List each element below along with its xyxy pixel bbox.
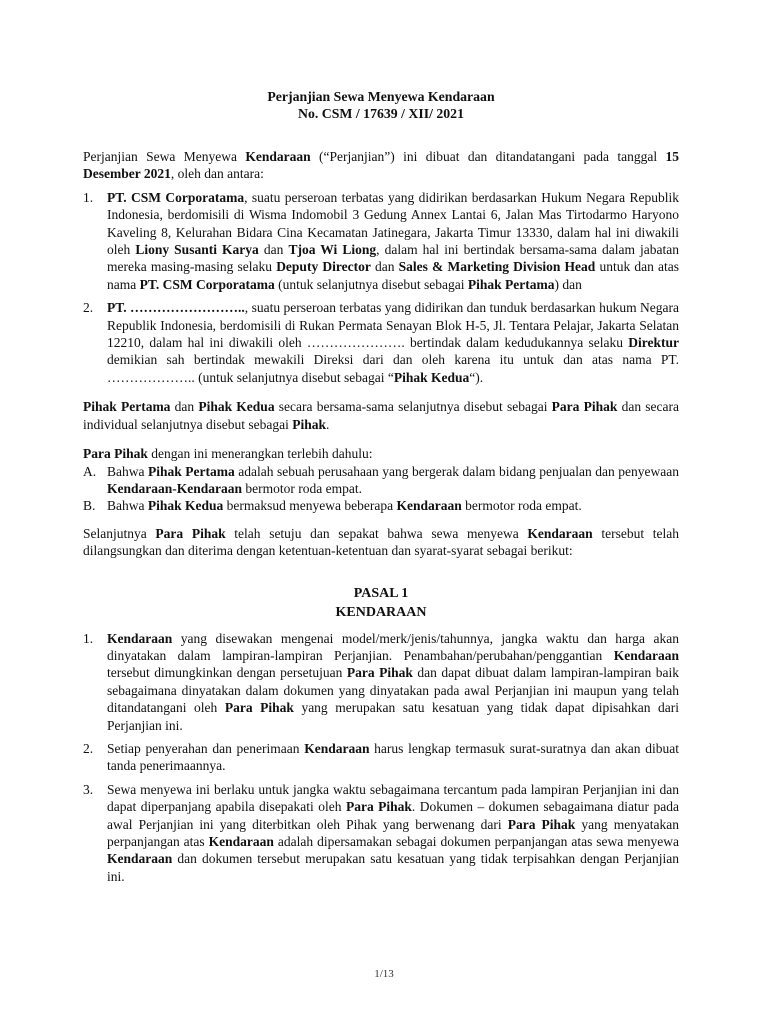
document-number: No. CSM / 17639 / XII/ 2021 (298, 106, 464, 121)
party-item-first: 1. PT. CSM Corporatama, suatu perseroan terbatas yang didirikan berdasarkan Hukum Negara Republik Indonesia, berdomisili di Wisma Indomobil 3 Gedung Annex Lantai 6, Jalan Mas Tirtodarmo Haryono Kaveling 8, Kelurahan Bidara Cina Kecamatan Jatinegara, Jakarta Timur 13330, dalam hal ini diwakili oleh Liony Susanti Karya dan Tjoa Wi Liong, dalam hal ini bertindak bersama-sama dalam jabatan mereka masing-masing selaku Deputy Director dan Sales & Marketing Division Head untuk dan atas nama PT. CSM Corporatama (untuk selanjutnya disebut sebagai Pihak Pertama) dan (83, 189, 680, 292)
agreement-paragraph: Selanjutnya Para Pihak telah setuju dan sepakat bahwa sewa menyewa Kendaraan tersebut telah dilangsungkan dan diterima dengan ketentuan-ketentuan dan syarat-syarat sebagai berikut: (83, 525, 679, 559)
document-title: Perjanjian Sewa Menyewa Kendaraan (267, 89, 495, 104)
page-number: 1/13 (374, 968, 394, 980)
joint-definition-paragraph: Pihak Pertama dan Pihak Kedua secara bersama-sama selanjutnya disebut sebagai Para Pihak dan secara individual selanjutnya disebut sebagai Pihak. (83, 399, 679, 432)
document-body (83, 88, 679, 891)
recital-item-a: A. Bahwa Pihak Pertama adalah sebuah perusahaan yang bergerak dalam bidang penjualan dan penyewaan Kendaraan-Kendaraan bermotor roda empat. (83, 463, 679, 496)
pasal-subheading: KENDARAAN (335, 604, 427, 620)
parties-list (83, 189, 679, 386)
pasal-item-1: 1. Kendaraan yang disewakan mengenai model/merk/jenis/tahunnya, jangka waktu dan harga akan dinyatakan dalam lampiran-lampiran Perjanjian. Penambahan/perubahan/penggantian Kendaraan tersebut dimungkinkan dengan persetujuan Para Pihak dan dapat dibuat dalam lampiran-lampiran baik sebagaimana dinyatakan dalam dokumen yang dinyatakan pada awal Perjanjian ini maupun yang telah ditandatangani oleh Para Pihak yang merupakan satu kesatuan yang tidak dapat dipisahkan dari Perjanjian ini. (83, 630, 679, 733)
intro-paragraph: Perjanjian Sewa Menyewa Kendaraan (“Perjanjian”) ini dibuat dan ditandatangani pada tanggal 15 Desember 2021, oleh dan antara: (83, 149, 680, 182)
recitals-list (83, 463, 679, 515)
pasal-item-3: 3. Sewa menyewa ini berlaku untuk jangka waktu sebagaimana tercantum pada lampiran Perjanjian ini dan dapat diperpanjang apabila disepakati oleh Para Pihak. Dokumen – dokumen sebagaimana diatur pada awal Perjanjian ini yang diterbitkan oleh Pihak yang berwenang dari Para Pihak yang menyatakan perpanjangan atas Kendaraan adalah dipersamakan sebagai dokumen perpanjangan atas sewa menyewa Kendaraan dan dokumen tersebut merupakan satu kesatuan yang tidak terpisahkan dengan Perjanjian ini. (83, 781, 679, 884)
party-item-second: 2. PT. …………………….., suatu perseroan terbatas yang didirikan dan tunduk berdasarkan hukum Negara Republik Indonesia, berdomisili di Rukan Permata Senayan Blok H-5, Jl. Tentara Pelajar, Jakarta Selatan 12210, dalam hal ini diwakili oleh …………………. bertindak dalam kedudukannya selaku Direktur demikian sah bertindak mewakili Direksi dari dan oleh karena itu untuk dan atas nama PT. ……………….. (untuk selanjutnya disebut sebagai “Pihak Kedua“). (83, 300, 679, 385)
recital-item-b: B. Bahwa Pihak Kedua bermaksud menyewa beberapa Kendaraan bermotor roda empat. (83, 498, 582, 514)
pasal-item-2: 2. Setiap penyerahan dan penerimaan Kendaraan harus lengkap termasuk surat-suratnya dan akan dibuat tanda penerimaannya. (83, 740, 679, 774)
pasal-items-list (83, 630, 679, 886)
pasal-heading: PASAL 1 (353, 585, 409, 601)
recitals-lead: Para Pihak dengan ini menerangkan terlebih dahulu: (83, 446, 373, 462)
